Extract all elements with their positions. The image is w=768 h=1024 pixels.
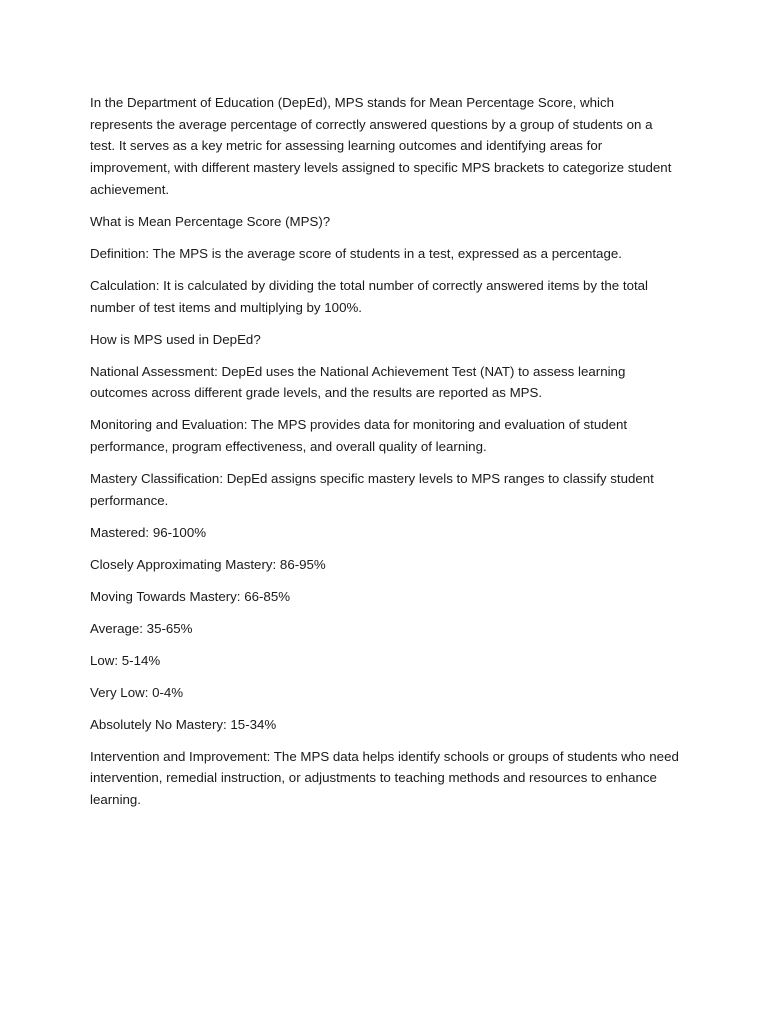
intervention-paragraph: Intervention and Improvement: The MPS data helps identify schools or groups of students who need intervention, remedial instruction, or adjustments to teaching methods and resources to enhance learning. bbox=[90, 748, 679, 808]
mastery-level-moving-towards: Moving Towards Mastery: 66-85% bbox=[90, 588, 291, 604]
section-heading-how-used: How is MPS used in DepEd? bbox=[90, 331, 261, 347]
mastery-level-absolutely-no-mastery: Absolutely No Mastery: 15-34% bbox=[90, 716, 277, 732]
monitoring-paragraph: Monitoring and Evaluation: The MPS provides data for monitoring and evaluation of student performance, program effectiveness, and overall quality of learning. bbox=[90, 417, 628, 454]
mastery-level-mastered: Mastered: 96-100% bbox=[90, 524, 207, 540]
intro-paragraph: In the Department of Education (DepEd), MPS stands for Mean Percentage Score, which represents the average percentage of correctly answered questions by a group of students on a test. It serves as a key metric for assessing learning outcomes and identifying areas for improvement, with different mastery levels assigned to specific MPS brackets to categorize student achievement. bbox=[90, 95, 672, 197]
mastery-level-average: Average: 35-65% bbox=[90, 620, 193, 636]
document-body bbox=[90, 92, 680, 821]
mastery-level-closely-approximating: Closely Approximating Mastery: 86-95% bbox=[90, 556, 326, 572]
national-assessment-paragraph: National Assessment: DepEd uses the National Achievement Test (NAT) to assess learning outcomes across different grade levels, and the results are reported as MPS. bbox=[90, 363, 626, 401]
mastery-level-very-low: Very Low: 0-4% bbox=[90, 684, 184, 700]
calculation-paragraph: Calculation: It is calculated by dividing the total number of correctly answered items by the total number of test items and multiplying by 100%. bbox=[90, 277, 649, 315]
mastery-classification-paragraph: Mastery Classification: DepEd assigns specific mastery levels to MPS ranges to classify student performance. bbox=[90, 470, 654, 508]
mastery-level-low: Low: 5-14% bbox=[90, 652, 161, 668]
section-heading-what-is-mps: What is Mean Percentage Score (MPS)? bbox=[90, 213, 331, 229]
definition-paragraph: Definition: The MPS is the average score of students in a test, expressed as a percentage. bbox=[90, 245, 622, 261]
